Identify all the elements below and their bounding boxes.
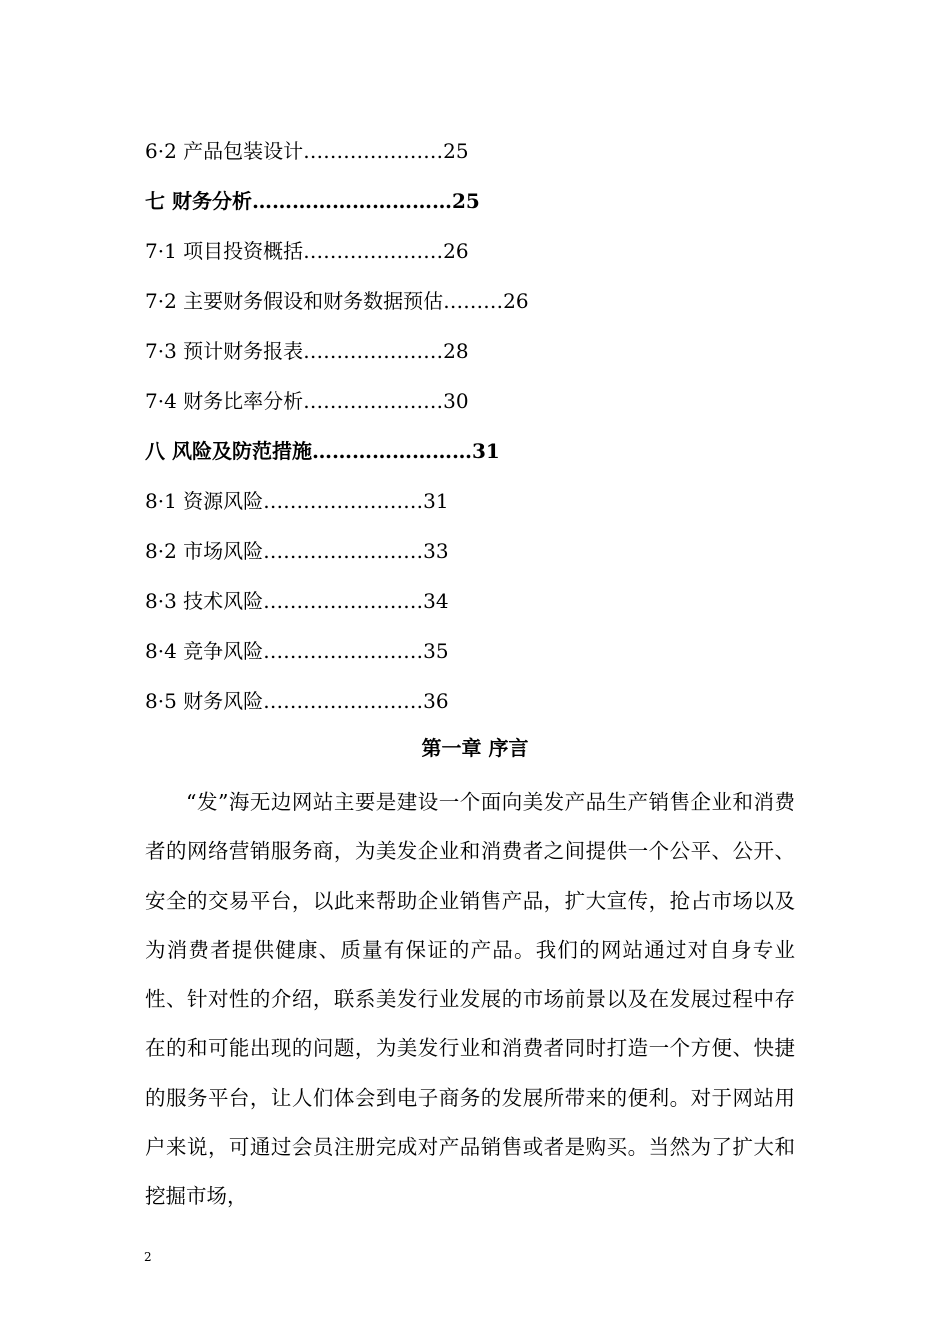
toc-entry-chapter-8: 八 风险及防范措施……………………31 bbox=[145, 439, 500, 463]
toc-entry-8-4: 8·4 竞争风险……………………35 bbox=[145, 639, 449, 663]
toc-entry-7-2: 7·2 主要财务假设和财务数据预估………26 bbox=[145, 289, 529, 313]
page-number: 2 bbox=[144, 1250, 152, 1264]
table-of-contents bbox=[145, 130, 825, 730]
toc-entry-8-5: 8·5 财务风险……………………36 bbox=[145, 689, 449, 713]
toc-entry-7-4: 7·4 财务比率分析…………………30 bbox=[145, 389, 469, 413]
chapter-paragraph: “发”海无边网站主要是建设一个面向美发产品生产销售企业和消费者的网络营销服务商，为美发企业和消费者之间提供一个公平、公开、安全的交易平台，以此来帮助企业销售产品，扩大宣传，抢占市场以及为消费者提供健康、质量有保证的产品。我们的网站通过对自身专业性、针对性的介绍，联系美发行业发展的市场前景以及在发展过程中存在的和可能出现的问题，为美发行业和消费者同时打造一个方便、快捷的服务平台，让人们体会到电子商务的发展所带来的便利。对于网站用户来说，可通过会员注册完成对产品销售或者是购买。当然为了扩大和挖掘市场， bbox=[145, 790, 795, 1209]
toc-entry-6-2: 6·2 产品包装设计…………………25 bbox=[145, 139, 469, 163]
toc-entry-8-1: 8·1 资源风险……………………31 bbox=[145, 489, 449, 513]
toc-entry-7-3: 7·3 预计财务报表…………………28 bbox=[145, 339, 469, 363]
toc-entry-7-1: 7·1 项目投资概括…………………26 bbox=[145, 239, 469, 263]
toc-entry-chapter-7: 七 财务分析…………………………25 bbox=[145, 189, 480, 213]
chapter-title: 第一章 序言 bbox=[421, 736, 529, 760]
toc-entry-8-2: 8·2 市场风险……………………33 bbox=[145, 539, 449, 563]
toc-entry-8-3: 8·3 技术风险……………………34 bbox=[145, 589, 449, 613]
